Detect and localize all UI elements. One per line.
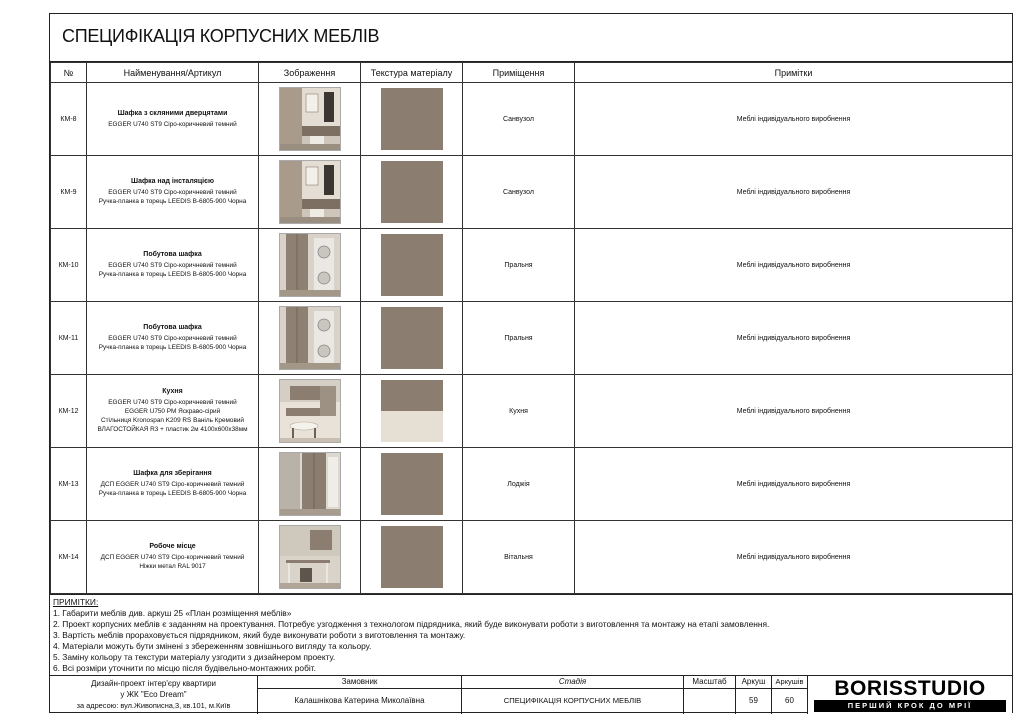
item-texture-cell <box>361 83 463 156</box>
item-note: Меблі індивідуального виробнення <box>575 302 1013 375</box>
note-item: 4. Матеріали можуть бути змінені з збереженням зовнішнього вигляду та кольору. <box>53 641 372 651</box>
note-item: 6. Всі розміри уточнити по місцю після будівельно-монтажних робіт. <box>53 663 316 673</box>
scale-label: Масштаб <box>684 676 735 689</box>
col-num-header: № <box>51 63 87 83</box>
table-row <box>51 375 1013 448</box>
notes-heading: ПРИМІТКИ: <box>53 597 99 607</box>
item-note: Меблі індивідуального виробнення <box>575 83 1013 156</box>
bathroom-photo <box>279 87 341 151</box>
texture-swatch <box>381 453 443 515</box>
texture-swatch <box>381 380 443 442</box>
material-line: Ручка-планка в торець LEEDIS B-6805-900 Чорна <box>98 271 247 278</box>
item-image-cell <box>259 521 361 594</box>
item-code: КМ-14 <box>51 521 87 594</box>
material-line: Стільниця Kronospan K209 RS Ваніль Кремовий <box>101 417 244 424</box>
item-name: Шафка для зберігання <box>133 470 212 477</box>
logo-tagline: ПЕРШИЙ КРОК ДО МРІЇ <box>814 700 1006 712</box>
item-code: КМ-9 <box>51 156 87 229</box>
material-line: EGGER U740 ST9 Сіро-коричневий темний <box>108 120 237 128</box>
item-code: КМ-10 <box>51 229 87 302</box>
spec-table <box>50 62 1013 594</box>
material-line: EGGER U740 ST9 Сіро-коричневий темний <box>108 262 237 269</box>
item-code: КМ-12 <box>51 375 87 448</box>
item-room: Санвузол <box>463 156 575 229</box>
material-line: EGGER U740 ST9 Сіро-коричневий темний <box>108 189 237 196</box>
item-room: Кухня <box>463 375 575 448</box>
kitchen-photo <box>279 379 341 443</box>
texture-swatch <box>381 526 443 588</box>
logo-wordmark: BORISSTUDIO <box>834 677 986 700</box>
item-texture-cell <box>361 156 463 229</box>
item-code: КМ-13 <box>51 448 87 521</box>
client-name: Калашнікова Катерина Миколаївна <box>294 696 425 705</box>
item-room: Вітальня <box>463 521 575 594</box>
item-image-cell <box>259 375 361 448</box>
texture-swatch <box>381 307 443 369</box>
item-image-cell <box>259 83 361 156</box>
sheets-total: 60 <box>785 696 794 705</box>
loggia-photo <box>279 452 341 516</box>
material-line: Ніжки метал RAL 9017 <box>139 563 206 570</box>
notes-block <box>50 594 1012 676</box>
note-item: 2. Проект корпусних меблів є заданням на проектування. Потребує узгодження з технологом підрядника, який буде виконувати роботи з виготовлення та монтажу на етапі замовлення. <box>53 619 770 629</box>
item-code: КМ-11 <box>51 302 87 375</box>
item-image-cell <box>259 448 361 521</box>
item-name: Побутова шафка <box>143 324 202 331</box>
item-image-cell <box>259 302 361 375</box>
item-image-cell <box>259 229 361 302</box>
texture-swatch <box>381 161 443 223</box>
item-name: Шафка над інсталяцією <box>131 178 214 185</box>
material-line: EGGER U740 ST9 Сіро-коричневий темний <box>108 335 237 342</box>
note-item: 5. Заміну кольору та текстури матеріалу узгодити з дизайнером проекту. <box>53 652 336 662</box>
item-room: Лоджія <box>463 448 575 521</box>
title-block-stamp <box>50 675 1012 714</box>
material-line: ДСП EGGER U740 ST9 Сіро-коричневий темний <box>100 481 245 488</box>
note-item: 3. Вартість меблів прораховується підрядником, який буде виконувати роботи з виготовлення та монтажу. <box>53 630 466 640</box>
material-line: Ручка-планка в торець LEEDIS B-6805-900 Чорна <box>98 344 247 351</box>
item-name-cell <box>87 448 259 521</box>
item-room: Пральня <box>463 302 575 375</box>
spec-sheet <box>49 13 1013 713</box>
scale-cell <box>684 676 736 714</box>
material-line: ДСП EGGER U740 ST9 Сіро-коричневий темний <box>100 554 245 561</box>
col-name-header: Найменування/Артикул <box>87 63 259 83</box>
item-texture-cell <box>361 521 463 594</box>
stage-cell <box>462 676 684 714</box>
sheets-cell <box>772 676 808 714</box>
col-room-header: Приміщення <box>463 63 575 83</box>
col-image-header: Зображення <box>259 63 361 83</box>
material-line: Ручка-планка в торець LEEDIS B-6805-900 Чорна <box>98 198 247 205</box>
table-row <box>51 521 1013 594</box>
table-row <box>51 229 1013 302</box>
item-texture-cell <box>361 302 463 375</box>
client-label: Замовник <box>258 676 461 689</box>
stage-label: Стадія <box>462 676 683 689</box>
laundry-photo <box>279 233 341 297</box>
project-line-2: у ЖК "Eco Dream" <box>120 690 187 699</box>
item-texture-cell <box>361 375 463 448</box>
item-name-cell <box>87 375 259 448</box>
col-notes-header: Примітки <box>575 63 1013 83</box>
laundry-photo <box>279 306 341 370</box>
item-name: Побутова шафка <box>143 251 202 258</box>
sheet-number: 59 <box>749 696 758 705</box>
workplace-photo <box>279 525 341 589</box>
item-texture-cell <box>361 229 463 302</box>
project-info <box>50 676 258 714</box>
sheets-label: Аркушів <box>772 676 807 689</box>
table-row <box>51 448 1013 521</box>
project-line-3: за адресою: вул.Живописна,3, кв.101, м.Київ <box>76 701 231 710</box>
item-note: Меблі індивідуального виробнення <box>575 521 1013 594</box>
item-name-cell <box>87 156 259 229</box>
sheet-label: Аркуш <box>736 676 771 689</box>
project-line-1: Дизайн-проект інтер'єру квартири <box>90 679 216 688</box>
item-name-cell <box>87 83 259 156</box>
stage-value: СПЕЦИФІКАЦІЯ КОРПУСНИХ МЕБЛІВ <box>503 696 642 705</box>
item-note: Меблі індивідуального виробнення <box>575 375 1013 448</box>
item-code: КМ-8 <box>51 83 87 156</box>
item-note: Меблі індивідуального виробнення <box>575 448 1013 521</box>
item-name: Кухня <box>162 388 183 395</box>
item-texture-cell <box>361 448 463 521</box>
sheet-cell <box>736 676 772 714</box>
item-room: Пральня <box>463 229 575 302</box>
col-texture-header: Текстура матеріалу <box>361 63 463 83</box>
item-name: Робоче місце <box>149 543 196 550</box>
table-row <box>51 302 1013 375</box>
material-line: Ручка-планка в торець LEEDIS B-6805-900 Чорна <box>98 490 247 497</box>
texture-swatch <box>381 234 443 296</box>
item-note: Меблі індивідуального виробнення <box>575 229 1013 302</box>
item-name: Шафка з скляними дверцятами <box>117 109 228 117</box>
table-row <box>51 156 1013 229</box>
table-row <box>51 83 1013 156</box>
table-header-row <box>51 63 1013 83</box>
studio-logo <box>808 676 1012 714</box>
item-image-cell <box>259 156 361 229</box>
item-name-cell <box>87 302 259 375</box>
note-item: 1. Габарити меблів див. аркуш 25 «План розміщення меблів» <box>53 608 292 618</box>
item-name-cell <box>87 521 259 594</box>
material-line: EGGER U750 PM Яскраво-сірий <box>124 408 221 415</box>
material-line: EGGER U740 ST9 Сіро-коричневий темний <box>108 399 237 406</box>
title-bar <box>50 14 1012 62</box>
texture-swatch <box>381 88 443 150</box>
item-note: Меблі індивідуального виробнення <box>575 156 1013 229</box>
page-title: СПЕЦИФІКАЦІЯ КОРПУСНИХ МЕБЛІВ <box>62 26 380 46</box>
client-cell <box>258 676 462 714</box>
material-line: ВЛАГОСТОЙКАЯ R3 + пластик 2м 4100х600х38мм <box>97 426 248 433</box>
item-room: Санвузол <box>463 83 575 156</box>
item-name-cell <box>87 229 259 302</box>
bathroom-photo <box>279 160 341 224</box>
